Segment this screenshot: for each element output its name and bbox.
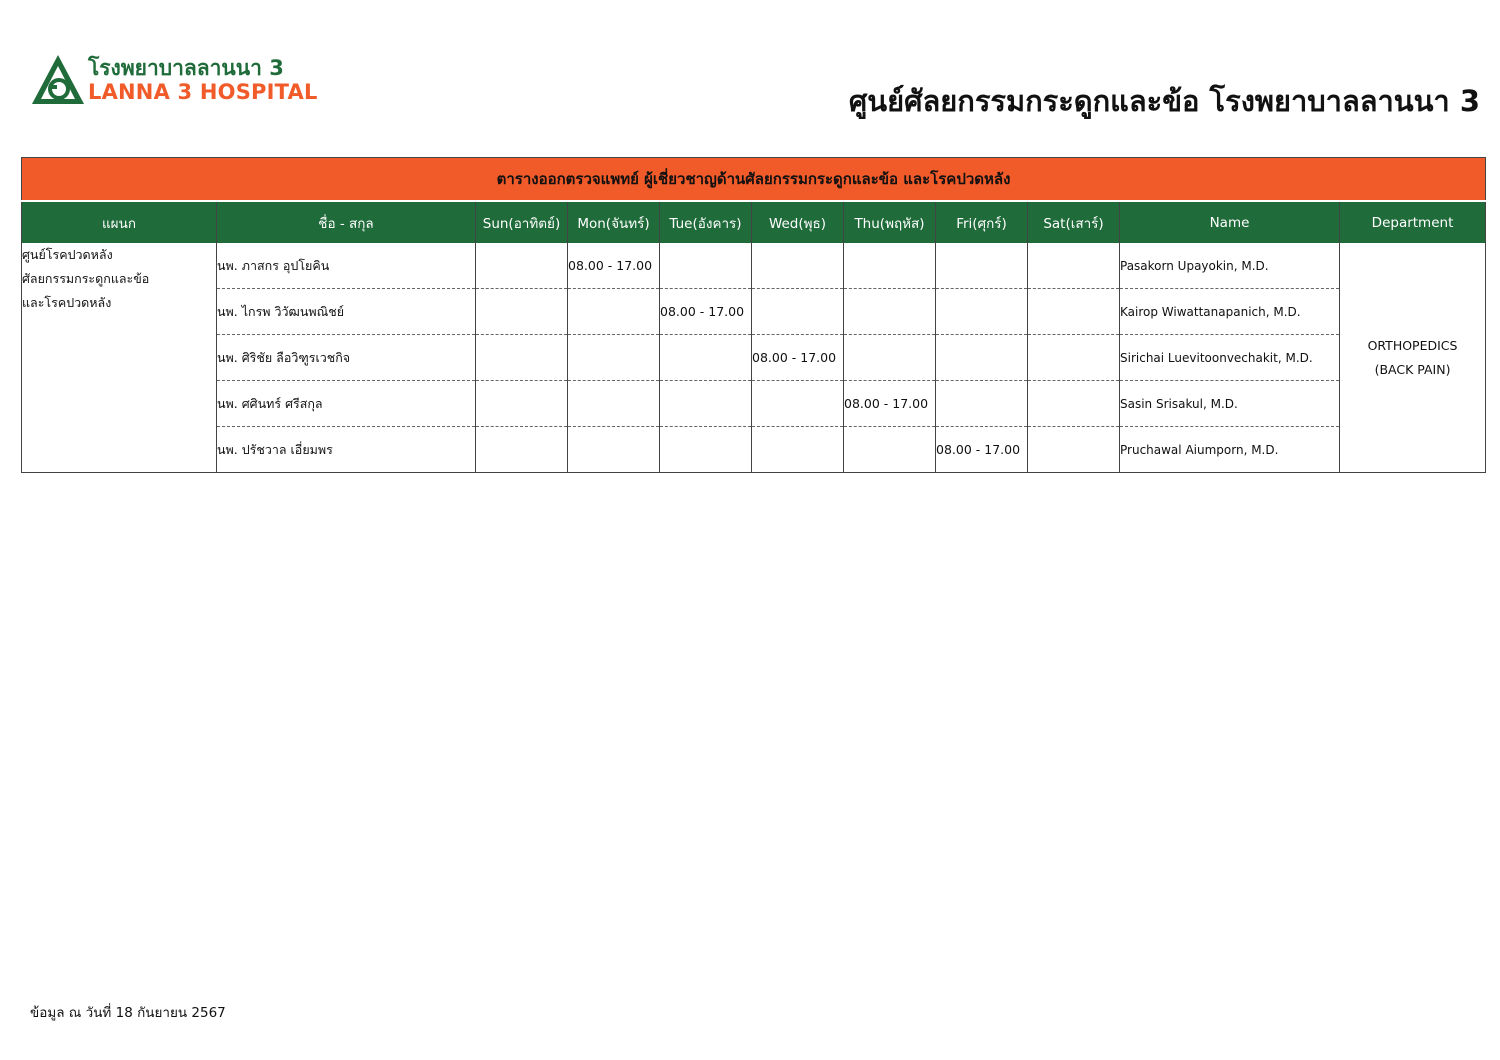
- department-cell-english: [1340, 243, 1486, 473]
- doctor-name-english: Pasakorn Upayokin, M.D.: [1120, 243, 1340, 289]
- schedule-cell-wed: [752, 289, 844, 335]
- schedule-cell-mon: 08.00 - 17.00: [568, 243, 660, 289]
- column-header-mon: Mon(จันทร์): [568, 201, 660, 243]
- column-header-sat: Sat(เสาร์): [1028, 201, 1120, 243]
- schedule-table: [21, 157, 1486, 473]
- page-title: ศูนย์ศัลยกรรมกระดูกและข้อ โรงพยาบาลลานนา 3: [848, 84, 1480, 118]
- column-header-name-th: ชื่อ - สกุล: [217, 201, 476, 243]
- schedule-cell-fri: [936, 381, 1028, 427]
- department-line: ORTHOPEDICS: [1367, 337, 1458, 353]
- schedule-cell-tue: 08.00 - 17.00: [660, 289, 752, 335]
- doctor-name-thai: นพ. ภาสกร อุปโยคิน: [217, 243, 476, 289]
- schedule-cell-fri: [936, 289, 1028, 335]
- hospital-logo: [30, 52, 318, 108]
- schedule-cell-sat: [1028, 381, 1120, 427]
- doctor-name-thai: นพ. ศศินทร์ ศรีสกุล: [217, 381, 476, 427]
- schedule-cell-thu: 08.00 - 17.00: [844, 381, 936, 427]
- data-as-of-note: ข้อมูล ณ วันที่ 18 กันยายน 2567: [30, 1005, 226, 1021]
- schedule-cell-sat: [1028, 243, 1120, 289]
- schedule-cell-sun: [476, 243, 568, 289]
- department-line: ศัลยกรรมกระดูกและข้อ: [22, 271, 150, 286]
- doctor-name-english: Sasin Srisakul, M.D.: [1120, 381, 1340, 427]
- schedule-cell-mon: [568, 427, 660, 473]
- schedule-cell-thu: [844, 243, 936, 289]
- schedule-cell-sat: [1028, 427, 1120, 473]
- schedule-cell-tue: [660, 427, 752, 473]
- department-cell-thai: [22, 243, 217, 473]
- schedule-cell-mon: [568, 335, 660, 381]
- schedule-cell-thu: [844, 289, 936, 335]
- hospital-logo-icon: [30, 52, 86, 108]
- column-header-thu: Thu(พฤหัส): [844, 201, 936, 243]
- table-row: [22, 335, 1486, 381]
- schedule-cell-tue: [660, 381, 752, 427]
- department-line: (BACK PAIN): [1374, 361, 1451, 377]
- column-header-tue: Tue(อังคาร): [660, 201, 752, 243]
- column-header-department-en: Department: [1340, 201, 1486, 243]
- schedule-cell-mon: [568, 381, 660, 427]
- schedule-cell-wed: [752, 243, 844, 289]
- column-header-department-th: แผนก: [22, 201, 217, 243]
- doctor-name-thai: นพ. ศิริชัย ลือวิฑูรเวชกิจ: [217, 335, 476, 381]
- table-row: [22, 289, 1486, 335]
- schedule-cell-wed: 08.00 - 17.00: [752, 335, 844, 381]
- schedule-cell-sun: [476, 427, 568, 473]
- logo-text-thai: โรงพยาบาลลานนา 3: [88, 56, 284, 80]
- logo-text-english: LANNA 3 HOSPITAL: [88, 80, 318, 104]
- column-header-wed: Wed(พุธ): [752, 201, 844, 243]
- schedule-cell-sun: [476, 381, 568, 427]
- schedule-cell-wed: [752, 427, 844, 473]
- schedule-cell-sun: [476, 289, 568, 335]
- table-row: [22, 243, 1486, 289]
- schedule-cell-mon: [568, 289, 660, 335]
- department-line: ศูนย์โรคปวดหลัง: [22, 247, 113, 262]
- schedule-cell-fri: 08.00 - 17.00: [936, 427, 1028, 473]
- schedule-cell-sat: [1028, 289, 1120, 335]
- column-header-fri: Fri(ศุกร์): [936, 201, 1028, 243]
- schedule-banner: ตารางออกตรวจแพทย์ ผู้เชี่ยวชาญด้านศัลยกรรมกระดูกและข้อ และโรคปวดหลัง: [22, 158, 1486, 202]
- schedule-cell-tue: [660, 335, 752, 381]
- doctor-name-english: Kairop Wiwattanapanich, M.D.: [1120, 289, 1340, 335]
- schedule-cell-sat: [1028, 335, 1120, 381]
- schedule-cell-fri: [936, 243, 1028, 289]
- schedule-cell-wed: [752, 381, 844, 427]
- doctor-name-english: Sirichai Luevitoonvechakit, M.D.: [1120, 335, 1340, 381]
- table-row: [22, 427, 1486, 473]
- doctor-name-english: Pruchawal Aiumporn, M.D.: [1120, 427, 1340, 473]
- schedule-cell-fri: [936, 335, 1028, 381]
- schedule-cell-thu: [844, 335, 936, 381]
- doctor-name-thai: นพ. ปรัชวาล เอี่ยมพร: [217, 427, 476, 473]
- doctor-name-thai: นพ. ไกรพ วิวัฒนพณิชย์: [217, 289, 476, 335]
- column-header-sun: Sun(อาทิตย์): [476, 201, 568, 243]
- schedule-cell-tue: [660, 243, 752, 289]
- schedule-cell-thu: [844, 427, 936, 473]
- schedule-cell-sun: [476, 335, 568, 381]
- table-row: [22, 381, 1486, 427]
- department-line: และโรคปวดหลัง: [22, 295, 112, 310]
- column-header-name-en: Name: [1120, 201, 1340, 243]
